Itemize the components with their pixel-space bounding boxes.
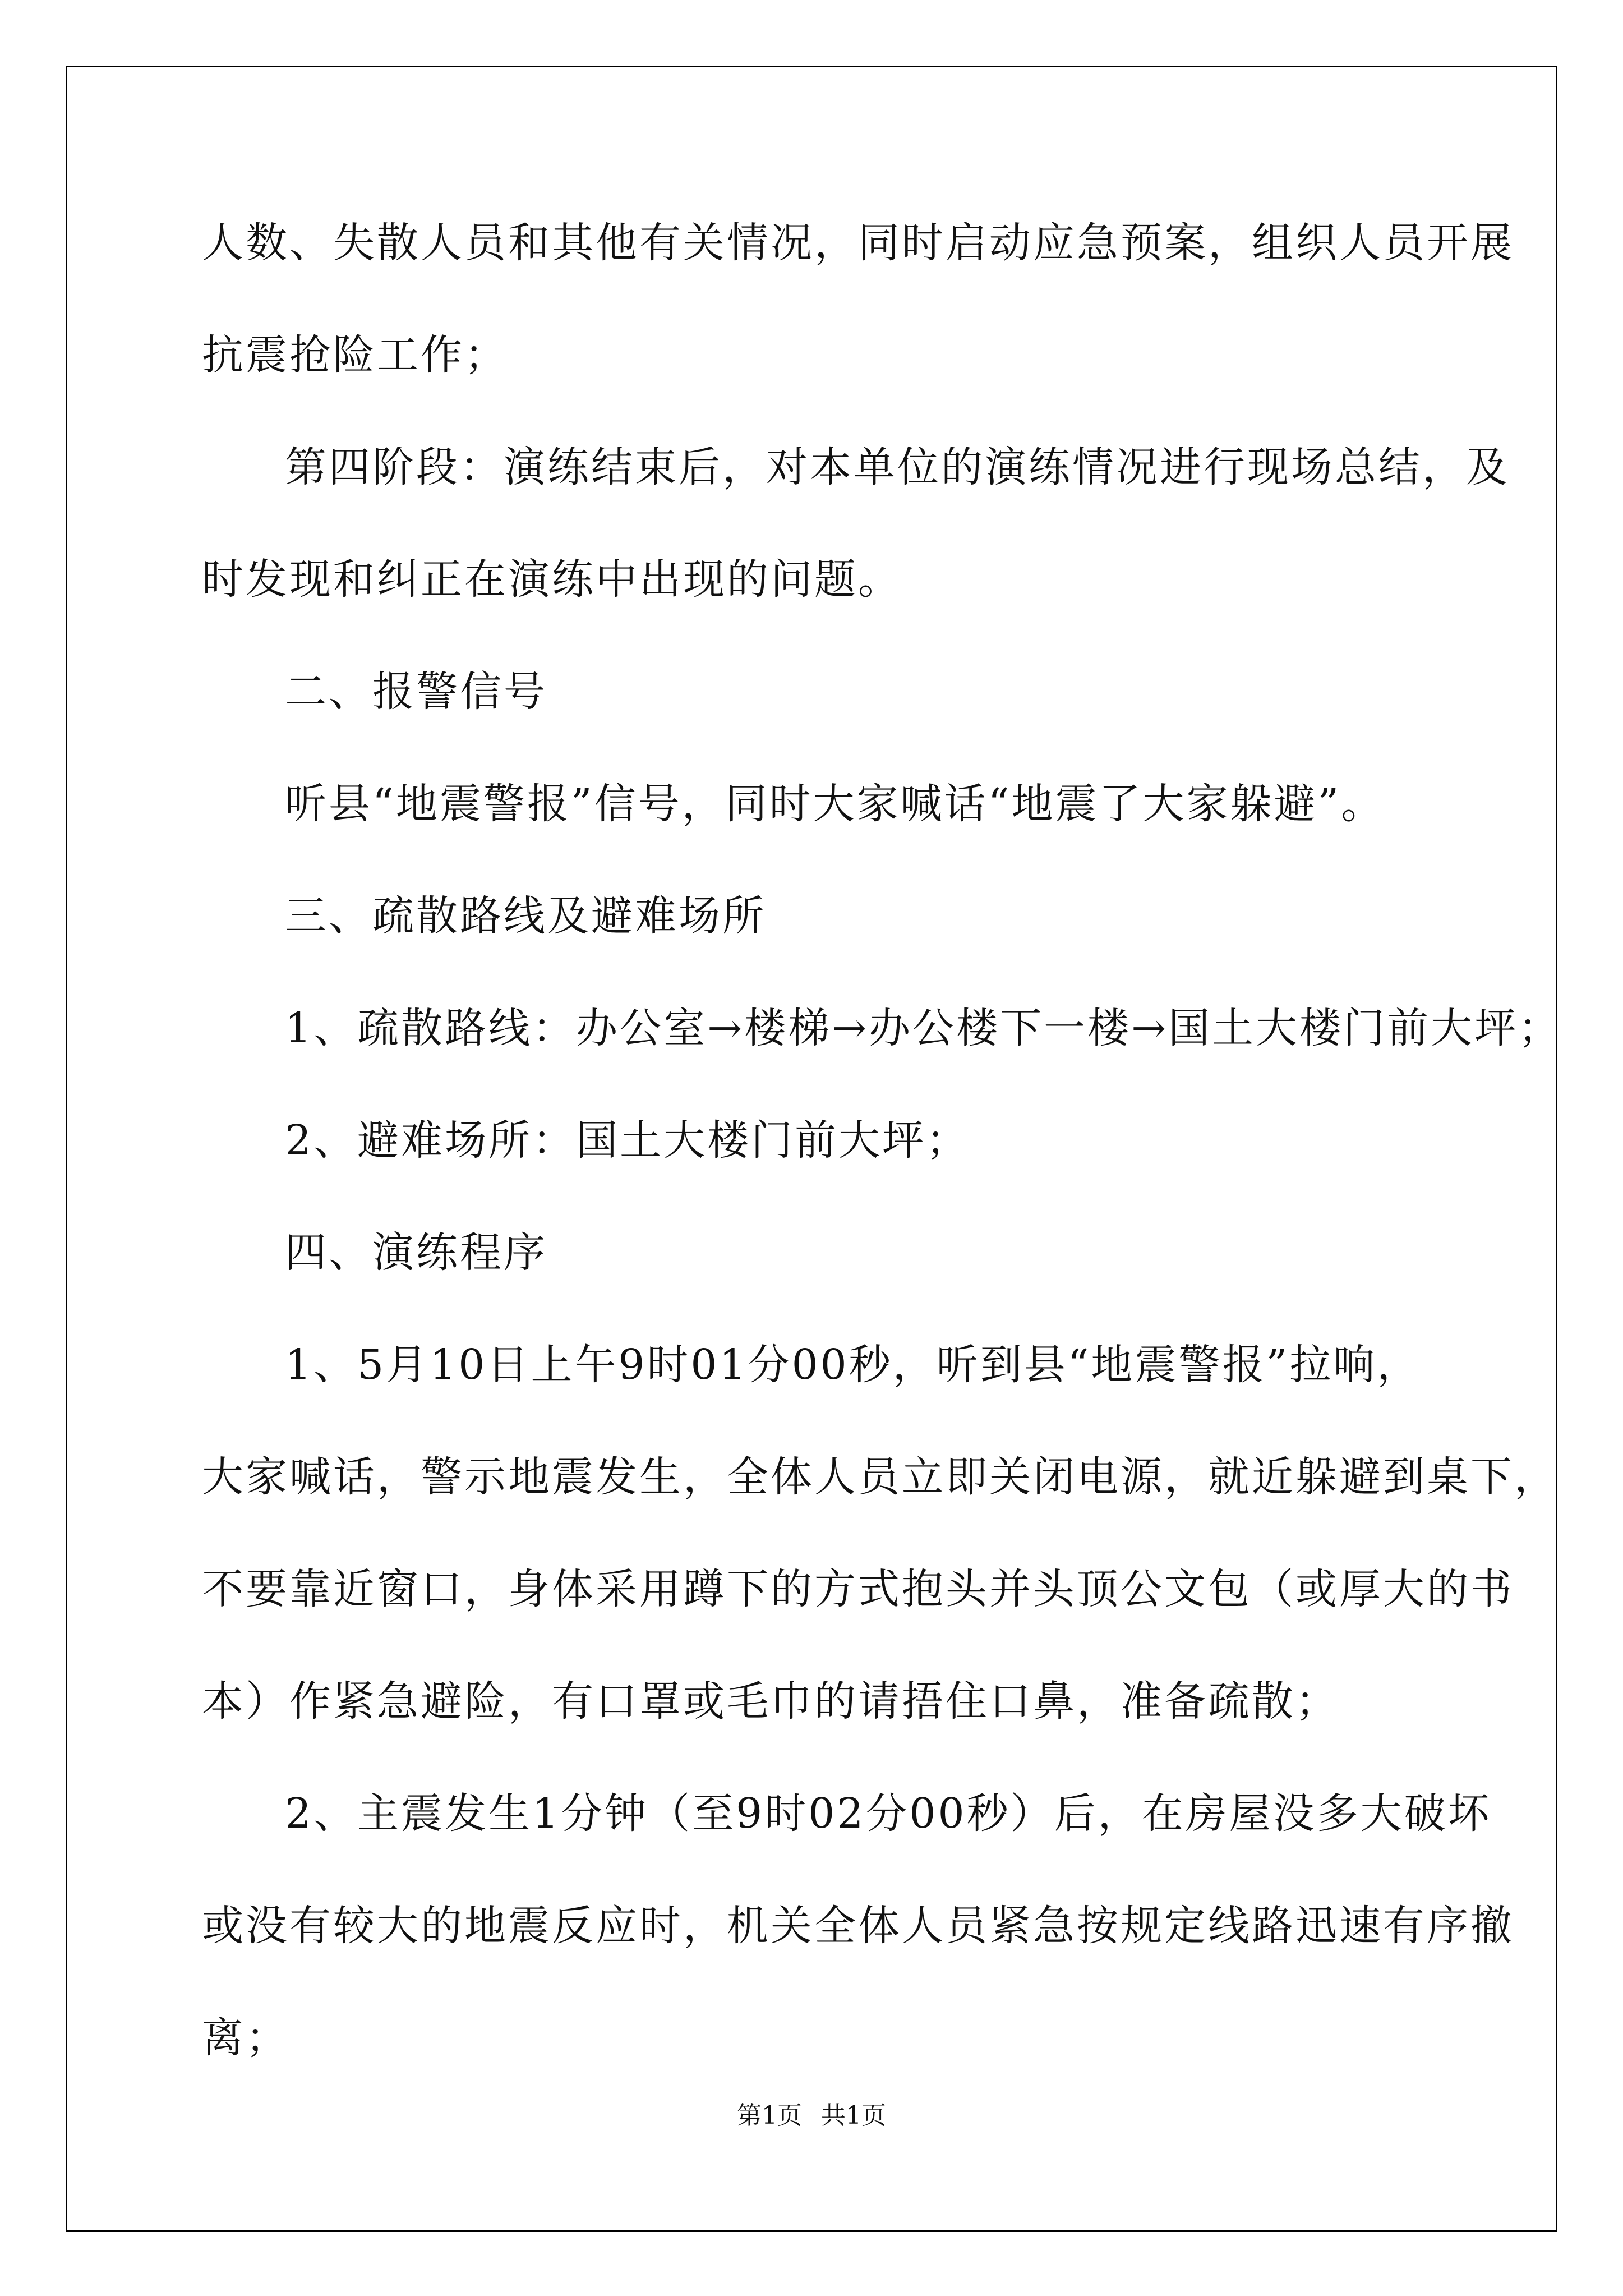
text-line: 时发现和纠正在演练中出现的问题。: [202, 555, 902, 604]
paragraph-start-line: 1、5月10日上午9时01分00秒，听到县“地震警报”拉响，: [285, 1341, 1421, 1389]
page-total: 共1页: [821, 2101, 886, 2130]
paragraph-start-line: 2、避难场所：国土大楼门前大坪；: [285, 1116, 970, 1165]
page-number: 第1页: [737, 2101, 802, 2130]
text-line: 或没有较大的地震反应时，机关全体人员紧急按规定线路迅速有序撤: [202, 1902, 1514, 1950]
paragraph-start-line: 第四阶段：演练结束后，对本单位的演练情况进行现场总结，及: [285, 443, 1510, 491]
text-line: 本）作紧急避险，有口罩或毛巾的请捂住口鼻，准备疏散；: [202, 1677, 1339, 1726]
text-line: 人数、失散人员和其他有关情况，同时启动应急预案，组织人员开展: [202, 219, 1514, 267]
text-line: 不要靠近窗口，身体采用蹲下的方式抱头并头顶公文包（或厚大的书: [202, 1565, 1514, 1613]
section-heading: 四、演练程序: [285, 1228, 547, 1277]
text-line: 抗震抢险工作；: [202, 331, 508, 379]
page-footer: [0, 2099, 1623, 2133]
section-heading: 二、报警信号: [285, 668, 547, 716]
paragraph-start-line: 2、主震发生1分钟（至9时02分00秒）后，在房屋没多大破坏: [285, 1789, 1492, 1838]
paragraph-start-line: 1、疏散路线：办公室→楼梯→办公楼下一楼→国土大楼门前大坪；: [285, 1004, 1562, 1052]
text-line: 大家喊话，警示地震发生，全体人员立即关闭电源，就近躲避到桌下，: [202, 1453, 1558, 1501]
text-line: 离；: [202, 2014, 289, 2062]
section-heading: 三、疏散路线及避难场所: [285, 892, 766, 940]
paragraph-start-line: 听县“地震警报”信号，同时大家喊话“地震了大家躲避”。: [285, 780, 1385, 828]
